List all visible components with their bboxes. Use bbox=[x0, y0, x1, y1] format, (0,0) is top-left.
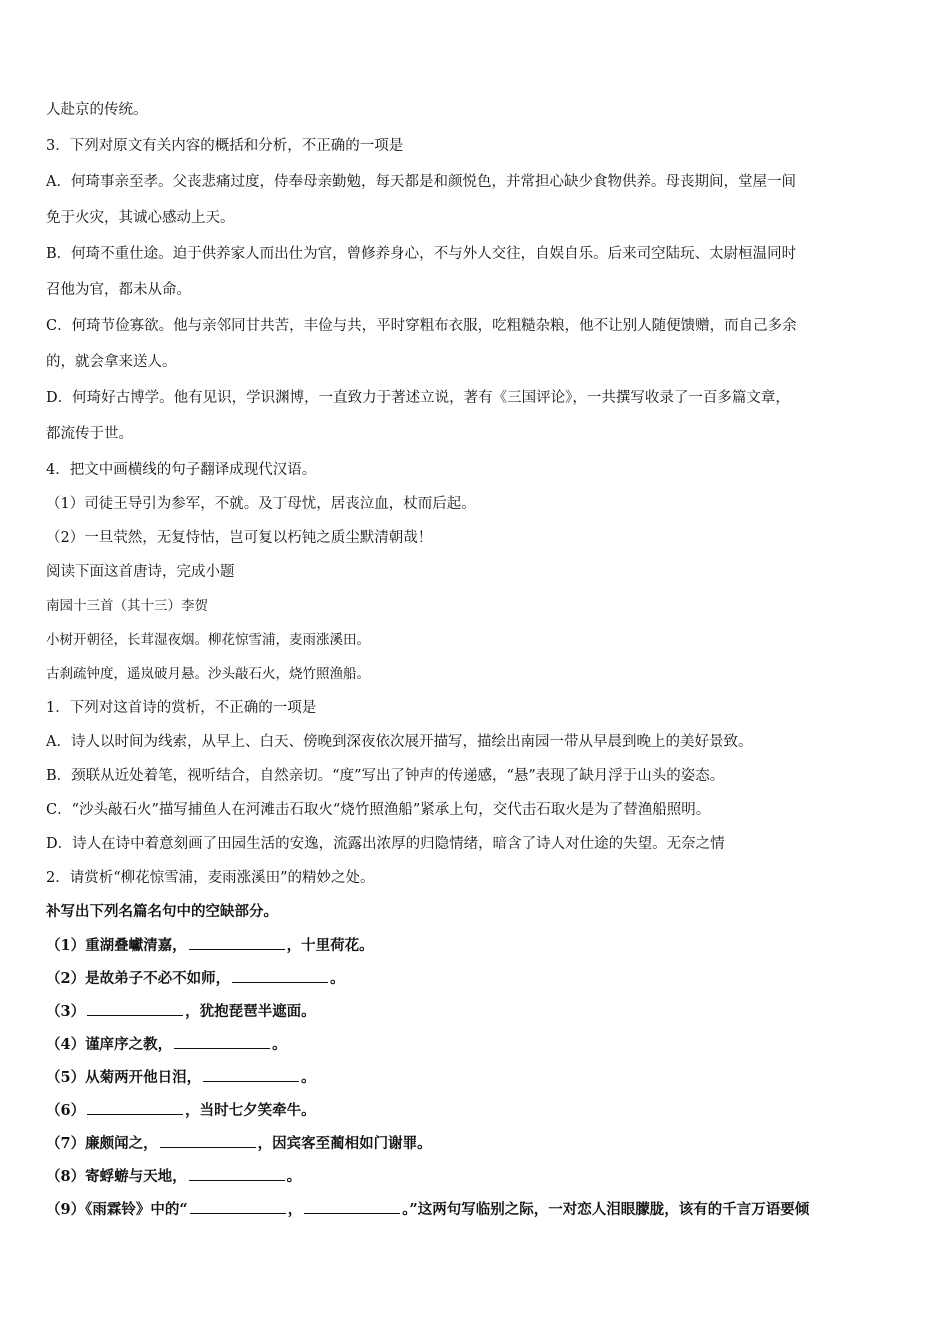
document-page bbox=[46, 100, 908, 1219]
answer-blank[interactable] bbox=[160, 1133, 256, 1148]
poem-option-b: B．颈联从近处着笔，视听结合，自然亲切。“度”写出了钟声的传递感，“悬”表现了缺月浮于山头的姿态。 bbox=[46, 768, 725, 784]
answer-blank[interactable] bbox=[189, 935, 285, 950]
translate-sentence-2: （2）一旦茕然，无复恃怙，岂可复以朽钝之质尘默清朝哉！ bbox=[46, 530, 433, 546]
fill-item-6: （6） ，当时七夕笑牵牛。 bbox=[46, 1102, 316, 1119]
option-d-line1: D．何琦好古博学。他有见识，学识渊博，一直致力于著述立说，著有《三国评论》，一共撰写收录了一百多篇文章， bbox=[46, 390, 790, 406]
fill-item-8: （8）寄蜉蝣与天地， 。 bbox=[46, 1168, 302, 1185]
question-3: 3．下列对原文有关内容的概括和分析，不正确的一项是 bbox=[46, 138, 404, 154]
fill-item-5: （5）从菊两开他日泪， 。 bbox=[46, 1069, 316, 1086]
translate-sentence-1: （1）司徒王导引为参军，不就。及丁母忧，居丧泣血，杖而后起。 bbox=[46, 496, 476, 512]
answer-blank[interactable] bbox=[87, 1100, 183, 1115]
poem-line-2: 古刹疏钟度，遥岚破月悬。沙头敲石火，烧竹照渔船。 bbox=[46, 666, 370, 682]
poem-intro: 阅读下面这首唐诗，完成小题 bbox=[46, 564, 235, 580]
answer-blank[interactable] bbox=[232, 968, 328, 983]
option-a-line2: 免于火灾，其诚心感动上天。 bbox=[46, 210, 235, 226]
option-c-line1: C．何琦节俭寡欲。他与亲邻同甘共苦，丰俭与共，平时穿粗布衣服，吃粗糙杂粮，他不让别人随便馈赠，而自己多余 bbox=[46, 318, 797, 334]
text-line: 人赴京的传统。 bbox=[46, 102, 148, 118]
option-b-line1: B．何琦不重仕途。迫于供养家人而出仕为官，曾修养身心，不与外人交往，自娱自乐。后来司空陆玩、太尉桓温同时 bbox=[46, 246, 797, 262]
poem-option-d: D．诗人在诗中着意刻画了田园生活的安逸，流露出浓厚的归隐情绪，暗含了诗人对仕途的失望。无奈之情 bbox=[46, 836, 725, 852]
poem-question-2: 2．请赏析“柳花惊雪浦，麦雨涨溪田”的精妙之处。 bbox=[46, 870, 375, 886]
fill-item-4: （4）谨庠序之教， 。 bbox=[46, 1036, 287, 1053]
poem-option-c: C．“沙头敲石火”描写捕鱼人在河滩击石取火“烧竹照渔船”紧承上句，交代击石取火是为了替渔船照明。 bbox=[46, 802, 711, 818]
answer-blank[interactable] bbox=[190, 1199, 286, 1214]
option-b-line2: 召他为官，都未从命。 bbox=[46, 282, 191, 298]
fill-item-2: （2）是故弟子不必不如师， 。 bbox=[46, 970, 345, 987]
poem-question-1: 1．下列对这首诗的赏析，不正确的一项是 bbox=[46, 700, 317, 716]
answer-blank[interactable] bbox=[304, 1199, 400, 1214]
poem-title: 南园十三首（其十三）李贺 bbox=[46, 598, 208, 614]
poem-option-a: A．诗人以时间为线索，从早上、白天、傍晚到深夜依次展开描写，描绘出南园一带从早晨到晚上的美好景致。 bbox=[46, 734, 753, 750]
question-4: 4．把文中画横线的句子翻译成现代汉语。 bbox=[46, 462, 317, 478]
option-c-line2: 的，就会拿来送人。 bbox=[46, 354, 177, 370]
option-d-line2: 都流传于世。 bbox=[46, 426, 133, 442]
fill-item-1: （1）重湖叠巘清嘉， ，十里荷花。 bbox=[46, 937, 374, 954]
fill-item-9: （9）《雨霖铃》中的“ ， 。”这两句写临别之际，一对恋人泪眼朦胧，该有的千言万语要倾 bbox=[46, 1201, 810, 1218]
answer-blank[interactable] bbox=[203, 1067, 299, 1082]
fill-item-3: （3） ，犹抱琵琶半遮面。 bbox=[46, 1003, 316, 1020]
fill-item-7: （7）廉颇闻之， ，因宾客至蔺相如门谢罪。 bbox=[46, 1135, 432, 1152]
answer-blank[interactable] bbox=[189, 1166, 285, 1181]
fill-heading: 补写出下列名篇名句中的空缺部分。 bbox=[46, 903, 278, 920]
poem-line-1: 小树开朝径，长茸湿夜烟。柳花惊雪浦，麦雨涨溪田。 bbox=[46, 632, 370, 648]
option-a-line1: A．何琦事亲至孝。父丧悲痛过度，侍奉母亲勤勉，每天都是和颜悦色，并常担心缺少食物供养。母丧期间，堂屋一间 bbox=[46, 174, 796, 190]
answer-blank[interactable] bbox=[174, 1034, 270, 1049]
answer-blank[interactable] bbox=[87, 1001, 183, 1016]
